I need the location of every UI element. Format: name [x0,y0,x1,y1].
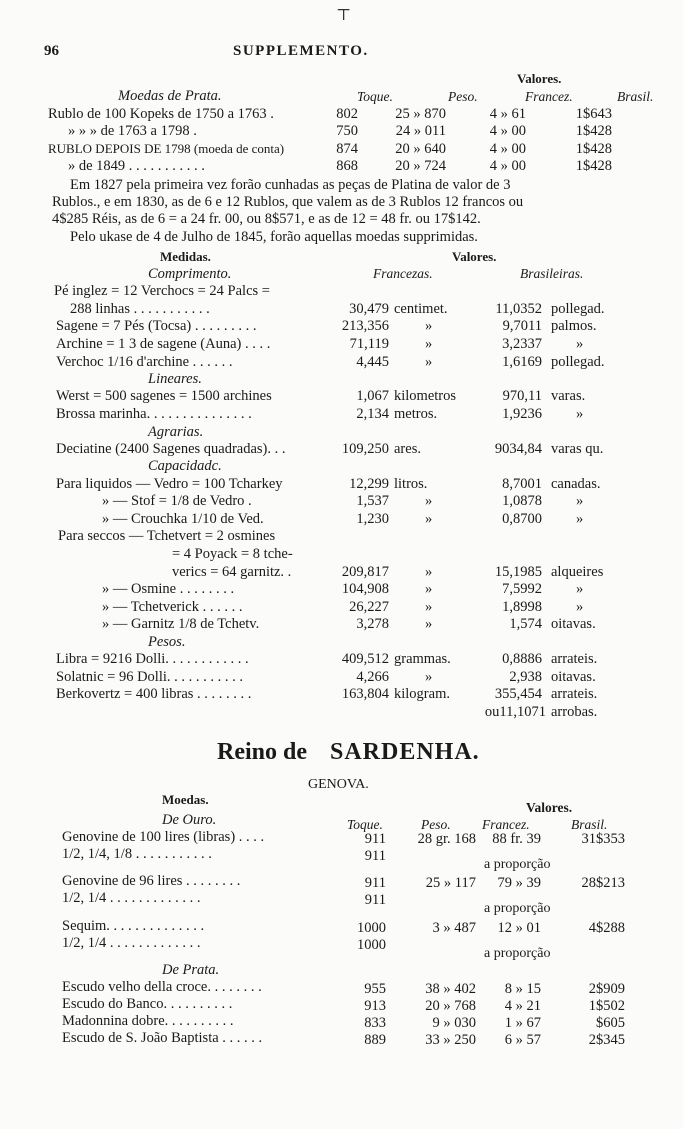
value-brasileiras: 0,8700 [502,510,542,527]
unit-brasileiras: oitavas. [551,616,596,633]
coin-toque: 833 [364,1015,386,1032]
coin-toque: 750 [336,123,358,140]
measure-name: Libra = 9216 Dolli. . . . . . . . . . . . [56,651,249,668]
measure-name: Deciatine (2400 Sagenes quadradas). . . [56,440,286,457]
value-brasileiras: 2,938 [509,668,542,685]
value-francezas: 409,512 [341,651,389,668]
value-brasileiras: 1,6169 [502,353,542,370]
coin-brasil: 31$353 [581,830,625,847]
unit-brasileiras: » [576,510,584,527]
measure-name: Solatnic = 96 Dolli. . . . . . . . . . . [56,668,244,685]
value-francezas: 4,445 [356,353,389,370]
coin-francez: 79 » 39 [497,875,541,892]
unit-francezas: centimet. [394,300,448,317]
unit-francezas: » [425,336,433,352]
running-title: SUPPLEMENTO. [233,43,369,59]
value-brasileiras: 3,2337 [502,336,542,352]
unit-francezas: » [425,318,433,335]
coin-francez: 4 » 61 [489,106,526,122]
note-line: Em 1827 pela primeira vez forão cunhadas as peças de Platina de valor de 3 [70,177,511,193]
value-brasileiras: ou11,1071 [484,704,546,720]
column-header-francez: Francez. [525,89,573,104]
coin-name: Genovine de 96 lires . . . . . . . . [62,873,241,890]
coin-francez: 1 » 67 [504,1015,541,1032]
section-subtitle-genova: GENOVA. [308,777,369,792]
coin-toque: 911 [364,892,386,909]
section-heading-moedas-prata: Moedas de Prata. [118,88,222,104]
unit-francezas: » [425,353,433,370]
coin-name: Genovine de 100 lires (libras) . . . . [62,828,265,845]
unit-brasileiras: arrateis. [551,651,598,668]
unit-francezas: metros. [394,406,438,422]
value-brasileiras: 11,0352 [495,300,542,317]
unit-brasileiras: alqueires [551,563,604,580]
coin-brasil: 1$428 [575,140,612,157]
value-brasileiras: 1,8998 [502,598,542,615]
valores-header: Valores. [517,71,562,86]
measure-name: Para liquidos — Vedro = 100 Tcharkey [56,475,283,492]
unit-brasileiras: arrateis. [551,686,598,703]
value-brasileiras: 7,5992 [502,581,542,598]
unit-francezas: ares. [394,440,421,457]
coin-brasil: 1$502 [588,998,625,1015]
coin-brasil: 2$909 [588,981,625,998]
coin-toque: 911 [364,830,386,847]
value-francezas: 109,250 [341,440,389,457]
measure-name: 288 linhas . . . . . . . . . . . [70,300,210,317]
coin-peso: 25 » 117 [425,875,476,892]
valores-header: Valores. [452,249,497,264]
coin-toque: 1000 [357,936,386,953]
coin-francez: 4 » 00 [489,157,526,174]
unit-brasileiras: » [576,406,584,422]
unit-brasileiras: » [576,581,584,598]
value-francezas: 213,356 [341,318,389,335]
value-francezas: 104,908 [341,581,389,598]
coin-francez: 4 » 00 [489,123,526,140]
value-francezas: 1,537 [356,493,389,510]
unit-francezas: grammas. [394,651,451,668]
coin-francez: 88 fr. 39 [492,830,541,847]
ornament-top: ⊤ [336,7,352,24]
measure-name: verics = 64 garnitz. . [172,563,292,580]
coin-toque: 868 [336,157,358,174]
measure-name: Para seccos — Tchetvert = 2 osmines [58,528,276,545]
coin-name: Escudo velho della croce. . . . . . . . [62,979,262,996]
unit-francezas: kilogram. [394,686,450,703]
value-francezas: 163,804 [341,686,389,703]
note-line: Pelo ukase de 4 de Julho de 1845, forão aquellas moedas supprimidas. [70,228,478,245]
unit-francezas: litros. [394,475,428,492]
value-francezas: 71,119 [349,336,389,352]
note-line: 4$285 Réis, as de 6 = a 24 fr. 00, ou 8$571, e as de 12 = 48 fr. ou 17$142. [52,211,481,228]
coin-toque: 911 [364,875,386,892]
unit-brasileiras: canadas. [551,475,601,492]
coin-peso: 25 » 870 [395,106,446,122]
unit-brasileiras: varas qu. [551,440,604,457]
coin-name: Escudo do Banco. . . . . . . . . . [62,996,233,1013]
value-brasileiras: 9,7011 [502,318,542,335]
unit-francezas: » [425,493,433,510]
unit-brasileiras: varas. [551,388,586,405]
column-header-brasil: Brasil. [617,89,654,104]
coin-name: 1/2, 1/4 . . . . . . . . . . . . . [62,890,201,907]
value-francezas: 4,266 [356,668,389,685]
subsection-heading: De Prata. [162,962,220,979]
coin-name: Escudo de S. João Baptista . . . . . . [62,1030,263,1047]
unit-brasileiras: » [576,493,584,510]
unit-brasileiras: » [576,336,584,352]
coin-toque: 911 [364,847,386,864]
coin-toque: 955 [364,981,386,998]
coin-francez: 12 » 01 [497,919,541,936]
coin-peso: 20 » 768 [425,998,476,1015]
unit-brasileiras: palmos. [551,318,597,335]
section-heading-medidas: Medidas. [160,249,211,264]
coin-peso: 38 » 402 [425,981,476,998]
subsection-heading: Comprimento. [148,266,232,282]
measure-name: » — Crouchka 1/10 de Ved. [102,510,264,527]
coin-toque: 1000 [357,919,386,936]
coin-name: » » » de 1763 a 1798 . [68,123,197,140]
value-francezas: 30,479 [349,300,389,317]
value-brasileiras: 0,8886 [502,651,542,668]
coin-francez: 6 » 57 [504,1032,541,1049]
page-number: 96 [44,43,59,59]
value-francezas: 3,278 [356,616,389,633]
column-header-peso: Peso. [448,89,478,104]
value-brasileiras: 9034,84 [494,440,542,457]
value-brasileiras: 1,9236 [502,406,542,422]
section-title-reino: Reino de [217,739,307,765]
coin-brasil: $605 [596,1015,625,1032]
coin-name: RUBLO DEPOIS DE 1798 (moeda de conta) [48,140,285,156]
value-brasileiras: 1,574 [509,616,542,633]
unit-francezas: » [425,581,433,598]
measure-name: Brossa marinha. . . . . . . . . . . . . . . [56,406,252,422]
section-title-sardenha: SARDENHA. [330,739,480,765]
measure-name: » — Garnitz 1/8 de Tchetv. [102,616,260,633]
coin-francez: 4 » 21 [504,998,541,1015]
measure-name: » — Tchetverick . . . . . . [102,598,243,615]
unit-brasileiras: arrobas. [551,704,598,720]
value-francezas: 209,817 [341,563,389,580]
unit-francezas: » [425,510,433,527]
coin-toque: 802 [336,106,358,122]
coin-brasil: 28$213 [581,875,625,892]
section-heading-moedas: Moedas. [162,792,209,807]
coin-peso: 28 gr. 168 [417,830,476,847]
measure-name: = 4 Poyack = 8 tche- [172,546,293,562]
coin-peso: 9 » 030 [432,1015,476,1032]
coin-peso: 20 » 640 [395,140,446,157]
coin-francez: 8 » 15 [504,981,541,998]
coin-peso: 24 » 011 [395,123,446,140]
coin-brasil: 4$288 [588,919,625,936]
subsection-heading: De Ouro. [162,812,217,828]
subsection-heading: Capacidadc. [148,458,222,475]
coin-francez: 4 » 00 [489,140,526,157]
coin-name: 1/2, 1/4 . . . . . . . . . . . . . [62,934,201,951]
proportion-note: a proporção [484,856,551,872]
coin-brasil: 1$643 [575,106,612,122]
unit-francezas: » [425,598,433,615]
coin-name: 1/2, 1/4, 1/8 . . . . . . . . . . . [62,845,212,862]
measure-name: Pé inglez = 12 Verchocs = 24 Palcs = [54,283,270,300]
measure-name: Werst = 500 sagenes = 1500 archines [56,388,272,405]
unit-francezas: kilometros [394,388,457,405]
value-brasileiras: 1,0878 [502,493,542,510]
value-francezas: 2,134 [356,406,389,422]
unit-brasileiras: pollegad. [551,353,605,370]
value-brasileiras: 8,7001 [502,475,542,492]
column-header-peso: Peso. [421,817,451,832]
subsection-heading: Agrarias. [148,423,204,440]
unit-francezas: » [425,563,433,580]
coin-brasil: 1$428 [575,123,612,140]
value-brasileiras: 970,11 [502,388,542,405]
coin-toque: 913 [364,998,386,1015]
coin-peso: 3 » 487 [432,919,476,936]
column-header-toque: Toque. [347,817,383,832]
coin-toque: 874 [336,140,358,157]
coin-toque: 889 [364,1032,386,1049]
measure-name: Verchoc 1/16 d'archine . . . . . . [56,353,233,370]
measure-name: » — Osmine . . . . . . . . [102,581,235,598]
column-header-francezas: Francezas. [373,266,433,281]
value-francezas: 1,067 [356,388,389,405]
subsection-heading: Pesos. [148,634,186,650]
value-francezas: 26,227 [349,598,389,615]
coin-peso: 20 » 724 [395,157,446,174]
measure-name: Sagene = 7 Pés (Tocsa) . . . . . . . . . [56,318,257,335]
column-header-brasileiras: Brasileiras. [520,266,584,281]
coin-peso: 33 » 250 [425,1032,476,1049]
measure-name: Berkovertz = 400 libras . . . . . . . . [56,686,252,703]
coin-name: Sequim. . . . . . . . . . . . . . [62,917,205,934]
proportion-note: a proporção [484,901,551,917]
valores-header: Valores. [526,800,573,815]
value-francezas: 1,230 [356,510,389,527]
value-francezas: 12,299 [349,475,389,492]
unit-brasileiras: oitavas. [551,668,596,685]
coin-name: Rublo de 100 Kopeks de 1750 a 1763 . [48,106,274,122]
coin-name: » de 1849 . . . . . . . . . . . [68,157,205,174]
subsection-heading: Lineares. [148,371,202,388]
measure-name: Archine = 1 3 de sagene (Auna) . . . . [56,336,271,352]
coin-name: Madonnina dobre. . . . . . . . . . [62,1013,234,1030]
unit-brasileiras: » [576,598,584,615]
value-brasileiras: 15,1985 [494,563,542,580]
coin-brasil: 2$345 [588,1032,625,1049]
unit-francezas: » [425,668,433,685]
column-header-francez: Francez. [482,817,530,832]
proportion-note: a proporção [484,945,551,961]
unit-francezas: » [425,616,433,633]
measure-name: » — Stof = 1/8 de Vedro . [102,493,252,510]
coin-brasil: 1$428 [575,157,612,174]
value-brasileiras: 355,454 [494,686,542,703]
column-header-toque: Toque. [357,89,393,104]
unit-brasileiras: pollegad. [551,300,605,317]
note-line: Rublos., e em 1830, as de 6 e 12 Rublos, que valem as de 3 Rublos 12 francos ou [52,194,524,211]
column-header-brasil: Brasil. [571,817,608,832]
